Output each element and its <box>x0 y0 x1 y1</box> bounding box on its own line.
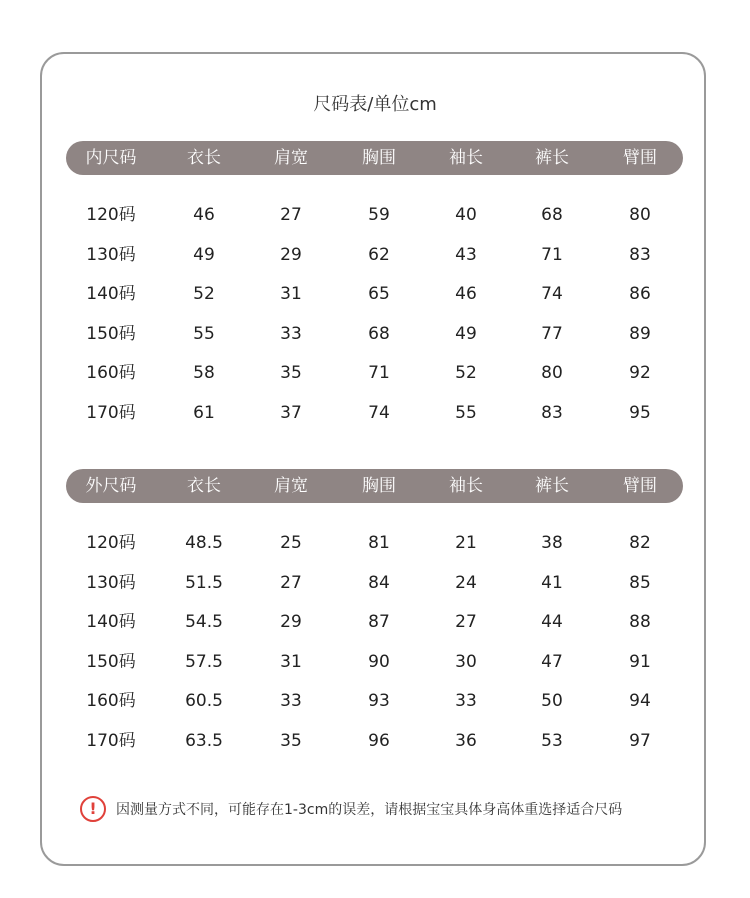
measure-cell: 80 <box>541 363 563 383</box>
table-row <box>66 321 683 347</box>
measure-cell: 74 <box>368 403 390 423</box>
measure-cell: 77 <box>541 324 563 344</box>
measure-cell: 95 <box>629 403 651 423</box>
measure-cell: 97 <box>629 731 651 751</box>
size-cell: 170码 <box>86 731 136 751</box>
header-cell: 内尺码 <box>85 148 137 168</box>
measure-cell: 33 <box>280 691 302 711</box>
measure-cell: 87 <box>368 612 390 632</box>
measure-cell: 71 <box>368 363 390 383</box>
measure-cell: 74 <box>541 284 563 304</box>
measure-cell: 35 <box>280 731 302 751</box>
measure-cell: 24 <box>455 573 477 593</box>
measure-cell: 83 <box>541 403 563 423</box>
table-header <box>66 469 683 503</box>
header-cell: 胸围 <box>362 476 396 496</box>
measure-cell: 60.5 <box>185 691 223 711</box>
table-row <box>66 202 683 228</box>
size-cell: 130码 <box>86 573 136 593</box>
measure-cell: 50 <box>541 691 563 711</box>
header-cell: 臂围 <box>623 148 657 168</box>
measure-cell: 85 <box>629 573 651 593</box>
measure-cell: 65 <box>368 284 390 304</box>
measure-cell: 44 <box>541 612 563 632</box>
warning-icon: ! <box>80 796 106 822</box>
measure-cell: 68 <box>541 205 563 225</box>
measure-cell: 82 <box>629 533 651 553</box>
header-cell: 裤长 <box>535 148 569 168</box>
table-row <box>66 400 683 426</box>
note-text: 因测量方式不同，可能存在1-3cm的误差，请根据宝宝具体身高体重选择适合尺码 <box>116 802 623 818</box>
measure-cell: 62 <box>368 245 390 265</box>
measure-cell: 91 <box>629 652 651 672</box>
measure-cell: 51.5 <box>185 573 223 593</box>
header-cell: 袖长 <box>449 476 483 496</box>
measure-cell: 31 <box>280 652 302 672</box>
measure-cell: 30 <box>455 652 477 672</box>
table-row <box>66 242 683 268</box>
measure-cell: 88 <box>629 612 651 632</box>
measure-cell: 53 <box>541 731 563 751</box>
measure-cell: 38 <box>541 533 563 553</box>
measure-cell: 84 <box>368 573 390 593</box>
table-header <box>66 141 683 175</box>
measure-cell: 48.5 <box>185 533 223 553</box>
measure-cell: 27 <box>455 612 477 632</box>
measure-cell: 41 <box>541 573 563 593</box>
size-cell: 130码 <box>86 245 136 265</box>
measure-cell: 83 <box>629 245 651 265</box>
measure-cell: 59 <box>368 205 390 225</box>
table-row <box>66 649 683 675</box>
measure-cell: 96 <box>368 731 390 751</box>
table-row <box>66 281 683 307</box>
measure-cell: 54.5 <box>185 612 223 632</box>
header-cell: 外尺码 <box>85 476 137 496</box>
size-cell: 120码 <box>86 205 136 225</box>
header-cell: 肩宽 <box>274 148 308 168</box>
measure-cell: 33 <box>455 691 477 711</box>
table-row <box>66 530 683 556</box>
size-cell: 150码 <box>86 652 136 672</box>
measure-cell: 43 <box>455 245 477 265</box>
measure-cell: 25 <box>280 533 302 553</box>
header-cell: 裤长 <box>535 476 569 496</box>
measure-cell: 47 <box>541 652 563 672</box>
page-title: 尺码表/单位cm <box>313 94 437 115</box>
measure-cell: 86 <box>629 284 651 304</box>
header-cell: 胸围 <box>362 148 396 168</box>
measure-cell: 40 <box>455 205 477 225</box>
measure-cell: 52 <box>193 284 215 304</box>
measure-cell: 29 <box>280 245 302 265</box>
measure-cell: 55 <box>193 324 215 344</box>
measure-cell: 35 <box>280 363 302 383</box>
measure-cell: 29 <box>280 612 302 632</box>
measure-cell: 57.5 <box>185 652 223 672</box>
measure-cell: 46 <box>193 205 215 225</box>
measure-cell: 36 <box>455 731 477 751</box>
header-cell: 臂围 <box>623 476 657 496</box>
size-cell: 160码 <box>86 363 136 383</box>
table-row <box>66 360 683 386</box>
header-cell: 衣长 <box>187 148 221 168</box>
measure-cell: 33 <box>280 324 302 344</box>
measure-cell: 58 <box>193 363 215 383</box>
header-cell: 衣长 <box>187 476 221 496</box>
measurement-note <box>80 796 700 824</box>
size-cell: 160码 <box>86 691 136 711</box>
table-row <box>66 570 683 596</box>
table-row <box>66 688 683 714</box>
size-cell: 120码 <box>86 533 136 553</box>
measure-cell: 21 <box>455 533 477 553</box>
measure-cell: 31 <box>280 284 302 304</box>
table-row <box>66 609 683 635</box>
measure-cell: 94 <box>629 691 651 711</box>
size-cell: 170码 <box>86 403 136 423</box>
measure-cell: 92 <box>629 363 651 383</box>
measure-cell: 81 <box>368 533 390 553</box>
measure-cell: 27 <box>280 573 302 593</box>
measure-cell: 27 <box>280 205 302 225</box>
header-cell: 袖长 <box>449 148 483 168</box>
measure-cell: 68 <box>368 324 390 344</box>
measure-cell: 55 <box>455 403 477 423</box>
measure-cell: 49 <box>193 245 215 265</box>
measure-cell: 63.5 <box>185 731 223 751</box>
measure-cell: 80 <box>629 205 651 225</box>
measure-cell: 46 <box>455 284 477 304</box>
measure-cell: 89 <box>629 324 651 344</box>
measure-cell: 52 <box>455 363 477 383</box>
measure-cell: 49 <box>455 324 477 344</box>
size-cell: 150码 <box>86 324 136 344</box>
table-row <box>66 728 683 754</box>
measure-cell: 90 <box>368 652 390 672</box>
measure-cell: 71 <box>541 245 563 265</box>
measure-cell: 93 <box>368 691 390 711</box>
size-cell: 140码 <box>86 284 136 304</box>
measure-cell: 61 <box>193 403 215 423</box>
header-cell: 肩宽 <box>274 476 308 496</box>
measure-cell: 37 <box>280 403 302 423</box>
size-cell: 140码 <box>86 612 136 632</box>
